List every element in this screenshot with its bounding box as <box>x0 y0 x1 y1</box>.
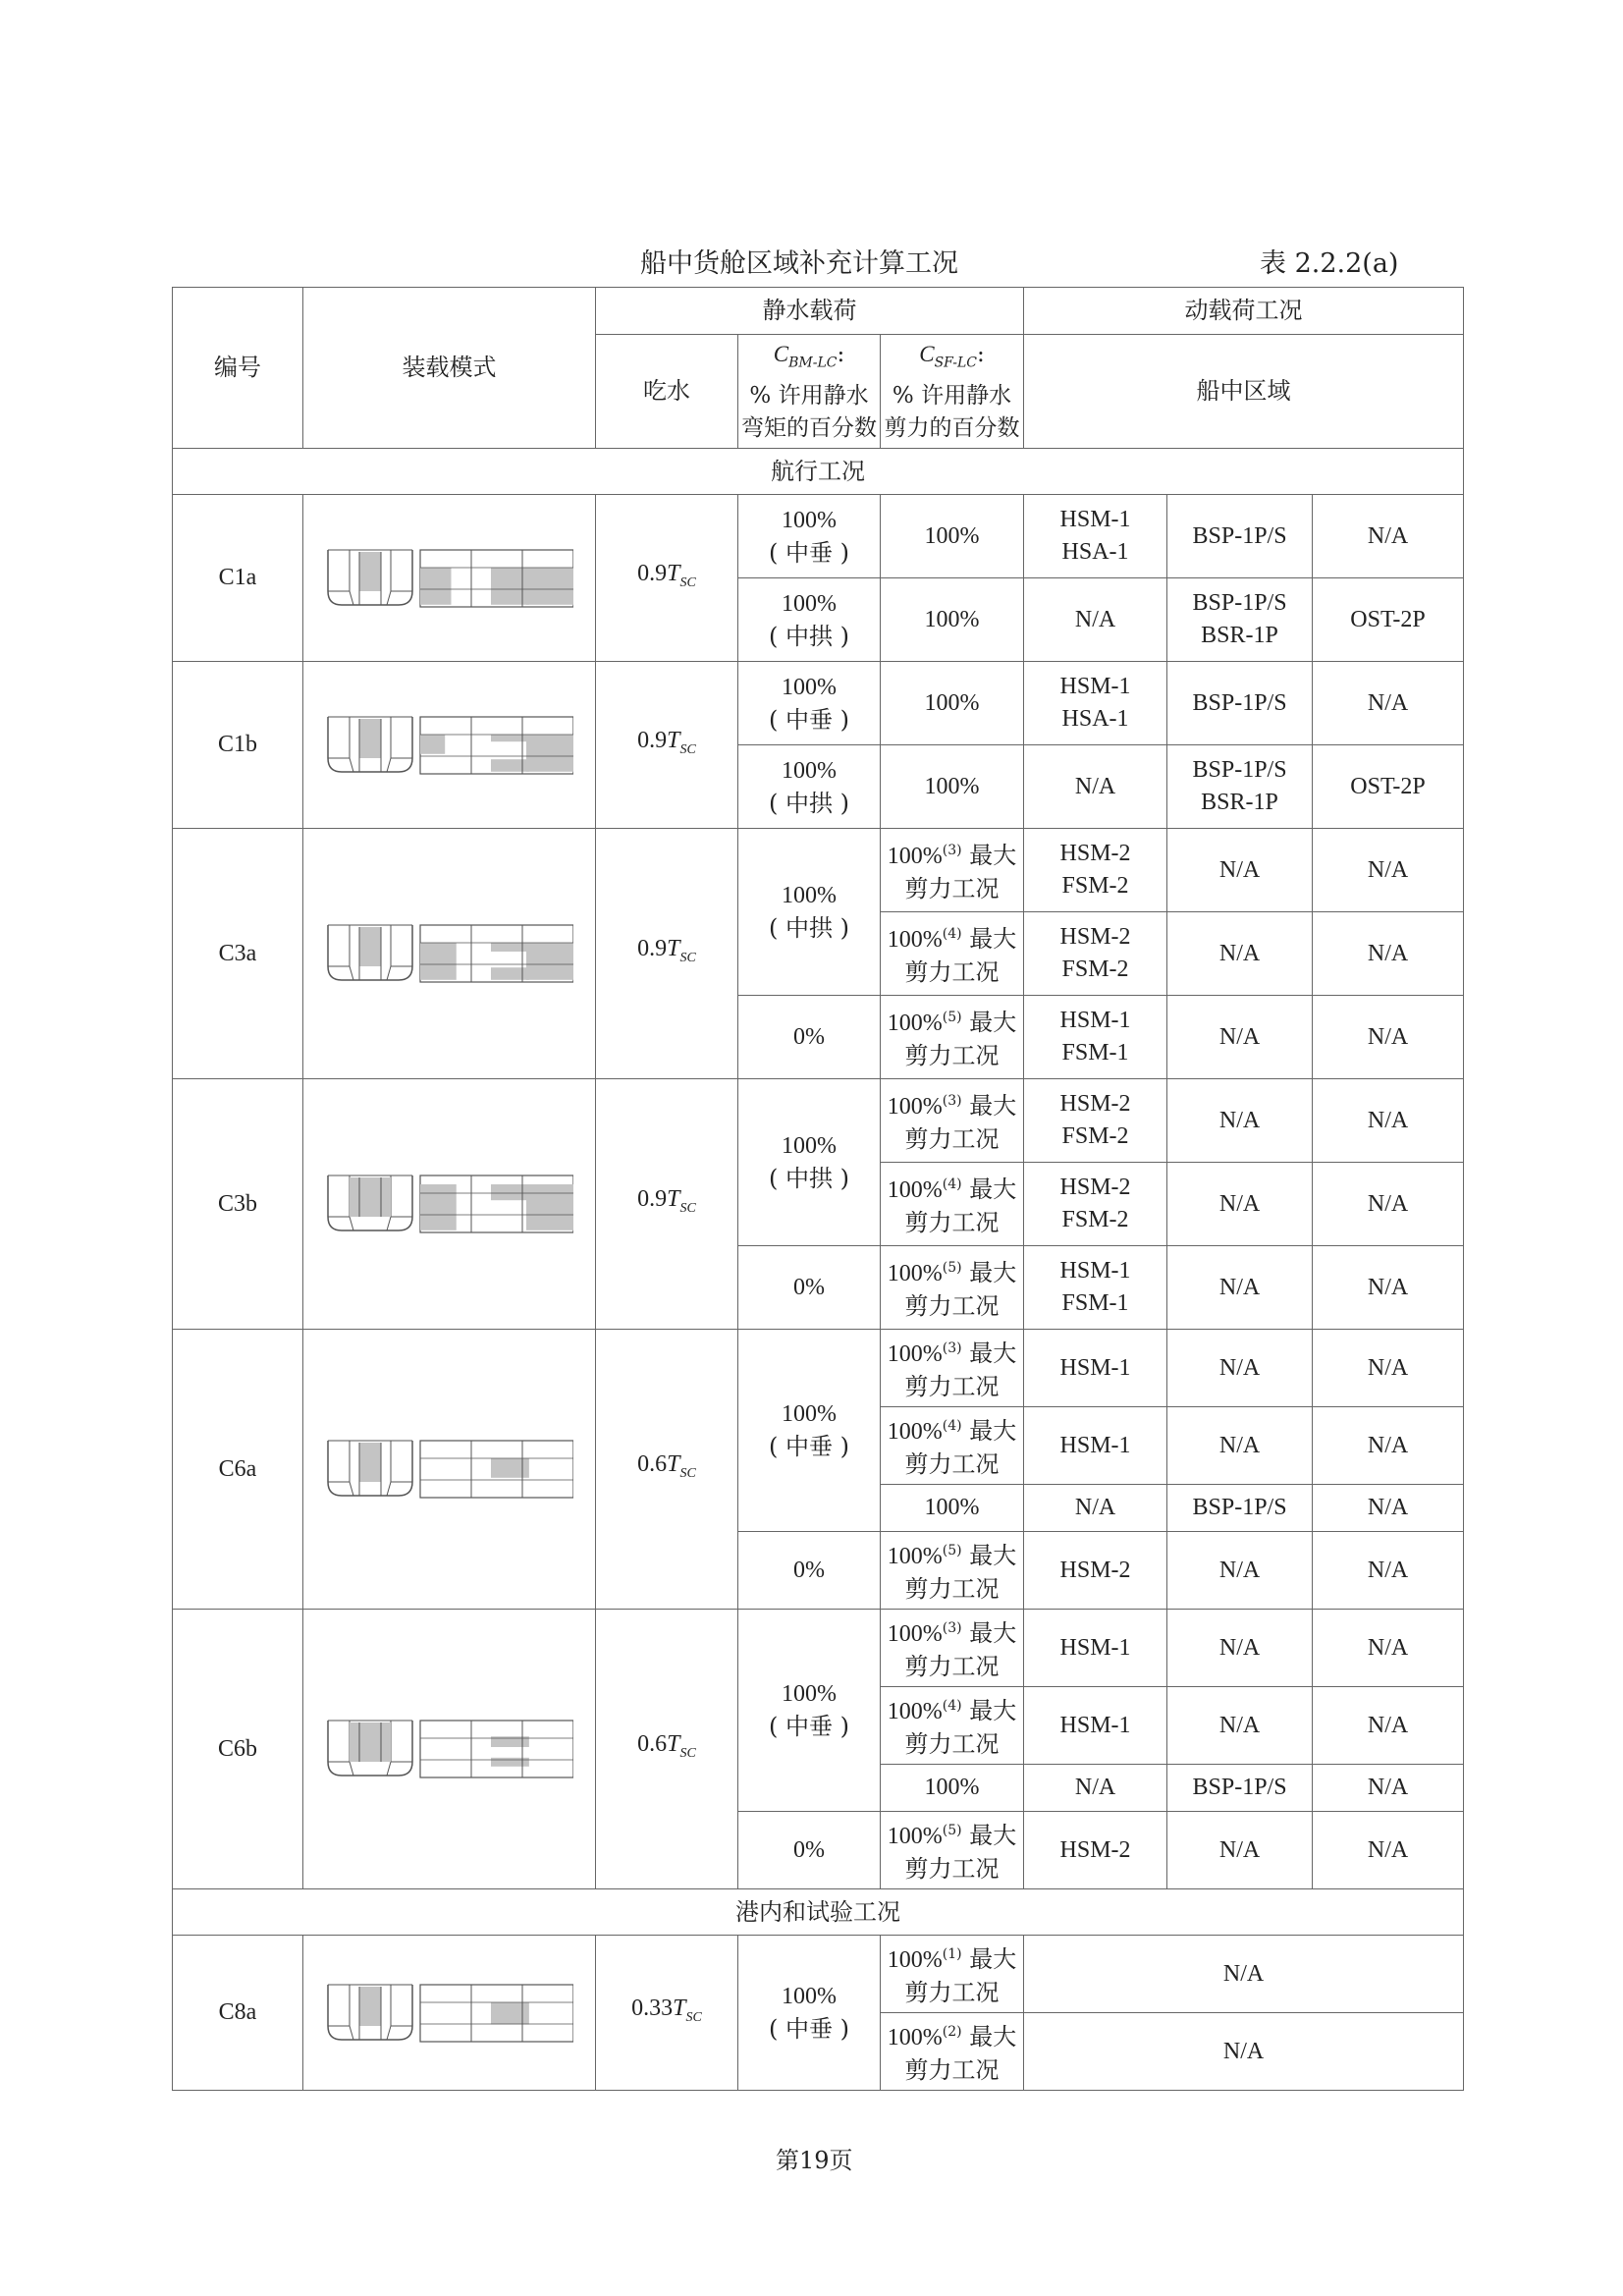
cbm-value: 100% ( 中垂 ) <box>738 1936 881 2091</box>
header-csf <box>881 335 1024 449</box>
loading-pattern <box>303 662 596 829</box>
dyn-case: N/A <box>1167 1407 1313 1485</box>
dyn-case: BSP-1P/S <box>1167 662 1313 745</box>
csf-value: 100%$^{(1)}$ 最大 剪力工况 <box>881 1936 1024 2013</box>
dyn-case: N/A <box>1167 1687 1313 1765</box>
dyn-case: BSP-1P/S <box>1167 1765 1313 1812</box>
cargo-fill <box>359 1987 381 2026</box>
cbm-value: 100% ( 中垂 ) <box>738 1330 881 1532</box>
table-row <box>173 1936 1464 2013</box>
table-row <box>173 495 1464 578</box>
plan-cargo-fill <box>491 1758 529 1767</box>
loading-pattern <box>303 1079 596 1330</box>
double-bottom-line <box>328 758 412 772</box>
section-row <box>173 1889 1464 1936</box>
table-title: 船中货舱区域补充计算工况 <box>640 248 958 279</box>
cbm-value: 100% ( 中垂 ) <box>738 495 881 578</box>
dyn-case: BSP-1P/S <box>1167 495 1313 578</box>
cbm-value: 0% <box>738 1246 881 1330</box>
plan-cargo-fill <box>491 568 529 605</box>
header-draft: 吃水 <box>596 335 738 449</box>
cbm-value: 0% <box>738 1812 881 1889</box>
loading-pattern-diagram <box>326 1983 573 2044</box>
cbm-subscript: BM-LC <box>788 355 838 371</box>
dyn-case: HSM-1 <box>1024 1407 1167 1485</box>
dyn-case: N/A <box>1167 1610 1313 1687</box>
draft-value: $0.9T_{SC}$ <box>596 829 738 1079</box>
cargo-fill <box>359 927 381 966</box>
plan-cargo-fill <box>526 568 573 605</box>
dyn-case: OST-2P <box>1313 745 1464 829</box>
dyn-case: BSP-1P/S BSR-1P <box>1167 578 1313 662</box>
plan-cargo-fill <box>526 735 573 772</box>
cargo-fill <box>359 1443 381 1482</box>
plan-cargo-fill <box>491 735 529 741</box>
draft-value: $0.6T_{SC}$ <box>596 1330 738 1610</box>
case-id: C1a <box>173 495 303 662</box>
cargo-fill <box>359 719 381 758</box>
header-row-1 <box>173 288 1464 335</box>
double-bottom-line <box>328 2026 412 2040</box>
loading-pattern <box>303 1936 596 2091</box>
cbm-value: 100% ( 中垂 ) <box>738 1610 881 1812</box>
page-number: 第19页 <box>776 2147 853 2174</box>
csf-value: 100%$^{(5)}$ 最大 剪力工况 <box>881 1812 1024 1889</box>
dyn-case: HSM-2 FSM-2 <box>1024 1079 1167 1163</box>
case-id: C6b <box>173 1610 303 1889</box>
case-id: C3b <box>173 1079 303 1330</box>
double-bottom-line <box>328 1217 412 1230</box>
dyn-case: HSM-1 FSM-1 <box>1024 996 1167 1079</box>
dyn-case: N/A <box>1167 1532 1313 1610</box>
table-row <box>173 662 1464 745</box>
dyn-case: N/A <box>1313 1246 1464 1330</box>
table-number: 表 2.2.2(a) <box>1260 248 1399 279</box>
loading-pattern <box>303 829 596 1079</box>
double-bottom-line <box>328 591 412 605</box>
loading-pattern <box>303 1610 596 1889</box>
table-row <box>173 1610 1464 1687</box>
plan-cargo-fill <box>491 2002 529 2025</box>
cbm-value: 0% <box>738 1532 881 1610</box>
csf-colon: : <box>977 342 985 368</box>
dyn-case: BSP-1P/S <box>1167 1485 1313 1532</box>
dyn-case: HSM-1 HSA-1 <box>1024 495 1167 578</box>
dyn-case: HSM-2 FSM-2 <box>1024 1163 1167 1246</box>
draft-value: $0.9T_{SC}$ <box>596 495 738 662</box>
header-pattern: 装载模式 <box>303 288 596 449</box>
cbm-value: 100% ( 中拱 ) <box>738 745 881 829</box>
dyn-case: N/A <box>1313 1485 1464 1532</box>
csf-value: 100% <box>881 1485 1024 1532</box>
draft-value: $0.9T_{SC}$ <box>596 1079 738 1330</box>
dyn-case: HSM-1 <box>1024 1610 1167 1687</box>
case-id: C1b <box>173 662 303 829</box>
csf-value: 100%$^{(5)}$ 最大 剪力工况 <box>881 1532 1024 1610</box>
csf-value: 100% <box>881 1765 1024 1812</box>
section-row <box>173 449 1464 495</box>
double-bottom-line <box>328 1482 412 1496</box>
dyn-case: N/A <box>1313 1163 1464 1246</box>
dyn-case: N/A <box>1313 1532 1464 1610</box>
cbm-value: 100% ( 中拱 ) <box>738 578 881 662</box>
csf-value: 100% <box>881 578 1024 662</box>
dyn-case: N/A <box>1167 1163 1313 1246</box>
plan-cargo-fill <box>491 1184 529 1200</box>
csf-value: 100%$^{(3)}$ 最大 剪力工况 <box>881 1330 1024 1407</box>
csf-value: 100%$^{(4)}$ 最大 剪力工况 <box>881 1407 1024 1485</box>
csf-value: 100%$^{(4)}$ 最大 剪力工况 <box>881 1687 1024 1765</box>
dyn-case: N/A <box>1024 578 1167 662</box>
plan-cargo-fill <box>526 1184 573 1230</box>
csf-value: 100% <box>881 495 1024 578</box>
dyn-case: N/A <box>1313 1812 1464 1889</box>
cbm-symbol: C <box>773 342 789 367</box>
cbm-value: 100% ( 中拱 ) <box>738 829 881 996</box>
csf-value: 100%$^{(3)}$ 最大 剪力工况 <box>881 1079 1024 1163</box>
dyn-case: N/A <box>1167 996 1313 1079</box>
plan-cargo-fill <box>491 1458 529 1478</box>
cbm-colon: : <box>837 342 845 368</box>
plan-cargo-fill <box>420 1184 457 1230</box>
csf-value: 100%$^{(2)}$ 最大 剪力工况 <box>881 2013 1024 2091</box>
header-midship: 船中区域 <box>1024 335 1464 449</box>
csf-value: 100% <box>881 662 1024 745</box>
dyn-case: HSM-2 FSM-2 <box>1024 912 1167 996</box>
section-harbour: 港内和试验工况 <box>173 1889 1464 1936</box>
section-seagoing: 航行工况 <box>173 449 1464 495</box>
csf-value: 100%$^{(3)}$ 最大 剪力工况 <box>881 829 1024 912</box>
cargo-fill <box>350 1177 391 1217</box>
dyn-case: N/A <box>1024 1485 1167 1532</box>
dyn-case: N/A <box>1313 495 1464 578</box>
csf-description: % 许用静水剪力的百分数 <box>884 382 1020 441</box>
dyn-case: BSP-1P/S BSR-1P <box>1167 745 1313 829</box>
dyn-case: N/A <box>1313 662 1464 745</box>
header-cbm <box>738 335 881 449</box>
dyn-case: N/A <box>1313 996 1464 1079</box>
load-case-table <box>172 287 1464 2091</box>
case-id: C6a <box>173 1330 303 1610</box>
table-row <box>173 1079 1464 1163</box>
double-bottom-line <box>328 1762 412 1776</box>
plan-cargo-fill <box>491 967 529 980</box>
plan-cargo-fill <box>491 943 529 952</box>
loading-pattern-diagram <box>326 923 573 984</box>
dyn-case: N/A <box>1024 1765 1167 1812</box>
dyn-case: N/A <box>1167 1079 1313 1163</box>
cbm-value: 0% <box>738 996 881 1079</box>
header-dynamic: 动载荷工况 <box>1024 288 1464 335</box>
csf-value: 100%$^{(3)}$ 最大 剪力工况 <box>881 1610 1024 1687</box>
header-static: 静水载荷 <box>596 288 1024 335</box>
dyn-case: OST-2P <box>1313 578 1464 662</box>
cargo-fill <box>350 1722 391 1762</box>
case-id: C3a <box>173 829 303 1079</box>
loading-pattern-diagram <box>326 715 573 776</box>
loading-pattern-diagram <box>326 548 573 609</box>
dyn-case: N/A <box>1167 829 1313 912</box>
dyn-case: N/A <box>1167 912 1313 996</box>
dyn-case: HSM-2 <box>1024 1812 1167 1889</box>
dyn-case: N/A <box>1167 1246 1313 1330</box>
dyn-case: N/A <box>1024 2013 1464 2091</box>
dyn-case: N/A <box>1024 1936 1464 2013</box>
cbm-description: % 许用静水弯矩的百分数 <box>741 382 877 441</box>
case-id: C8a <box>173 1936 303 2091</box>
csf-subscript: SF-LC <box>934 355 978 371</box>
loading-pattern <box>303 495 596 662</box>
table-row <box>173 1330 1464 1407</box>
csf-value: 100% <box>881 745 1024 829</box>
plan-cargo-fill <box>420 735 445 754</box>
csf-value: 100%$^{(5)}$ 最大 剪力工况 <box>881 996 1024 1079</box>
dyn-case: N/A <box>1024 745 1167 829</box>
dyn-case: N/A <box>1313 1765 1464 1812</box>
cargo-fill <box>359 552 381 591</box>
dyn-case: N/A <box>1313 1330 1464 1407</box>
dyn-case: HSM-1 HSA-1 <box>1024 662 1167 745</box>
csf-value: 100%$^{(4)}$ 最大 剪力工况 <box>881 912 1024 996</box>
dyn-case: N/A <box>1167 1330 1313 1407</box>
draft-value: $0.33T_{SC}$ <box>596 1936 738 2091</box>
plan-cargo-fill <box>526 943 573 980</box>
dyn-case: HSM-1 <box>1024 1330 1167 1407</box>
plan-cargo-fill <box>420 568 452 605</box>
dyn-case: HSM-1 FSM-1 <box>1024 1246 1167 1330</box>
dyn-case: N/A <box>1313 1610 1464 1687</box>
dyn-case: HSM-2 <box>1024 1532 1167 1610</box>
double-bottom-line <box>328 966 412 980</box>
dyn-case: N/A <box>1167 1812 1313 1889</box>
loading-pattern <box>303 1330 596 1610</box>
dyn-case: N/A <box>1313 1687 1464 1765</box>
plan-cargo-fill <box>491 759 529 772</box>
plan-cargo-fill <box>420 943 457 980</box>
csf-symbol: C <box>919 342 935 367</box>
draft-value: $0.6T_{SC}$ <box>596 1610 738 1889</box>
loading-pattern-diagram <box>326 1439 573 1500</box>
dyn-case: N/A <box>1313 912 1464 996</box>
cbm-value: 100% ( 中拱 ) <box>738 1079 881 1246</box>
loading-pattern-diagram <box>326 1174 573 1234</box>
draft-value: $0.9T_{SC}$ <box>596 662 738 829</box>
csf-value: 100%$^{(5)}$ 最大 剪力工况 <box>881 1246 1024 1330</box>
dyn-case: N/A <box>1313 1407 1464 1485</box>
loading-pattern-diagram <box>326 1719 573 1779</box>
table-row <box>173 829 1464 912</box>
csf-value: 100%$^{(4)}$ 最大 剪力工况 <box>881 1163 1024 1246</box>
plan-outline <box>420 1721 573 1777</box>
dyn-case: N/A <box>1313 829 1464 912</box>
header-no: 编号 <box>173 288 303 449</box>
dyn-case: HSM-1 <box>1024 1687 1167 1765</box>
dyn-case: HSM-2 FSM-2 <box>1024 829 1167 912</box>
dyn-case: N/A <box>1313 1079 1464 1163</box>
cbm-value: 100% ( 中垂 ) <box>738 662 881 745</box>
